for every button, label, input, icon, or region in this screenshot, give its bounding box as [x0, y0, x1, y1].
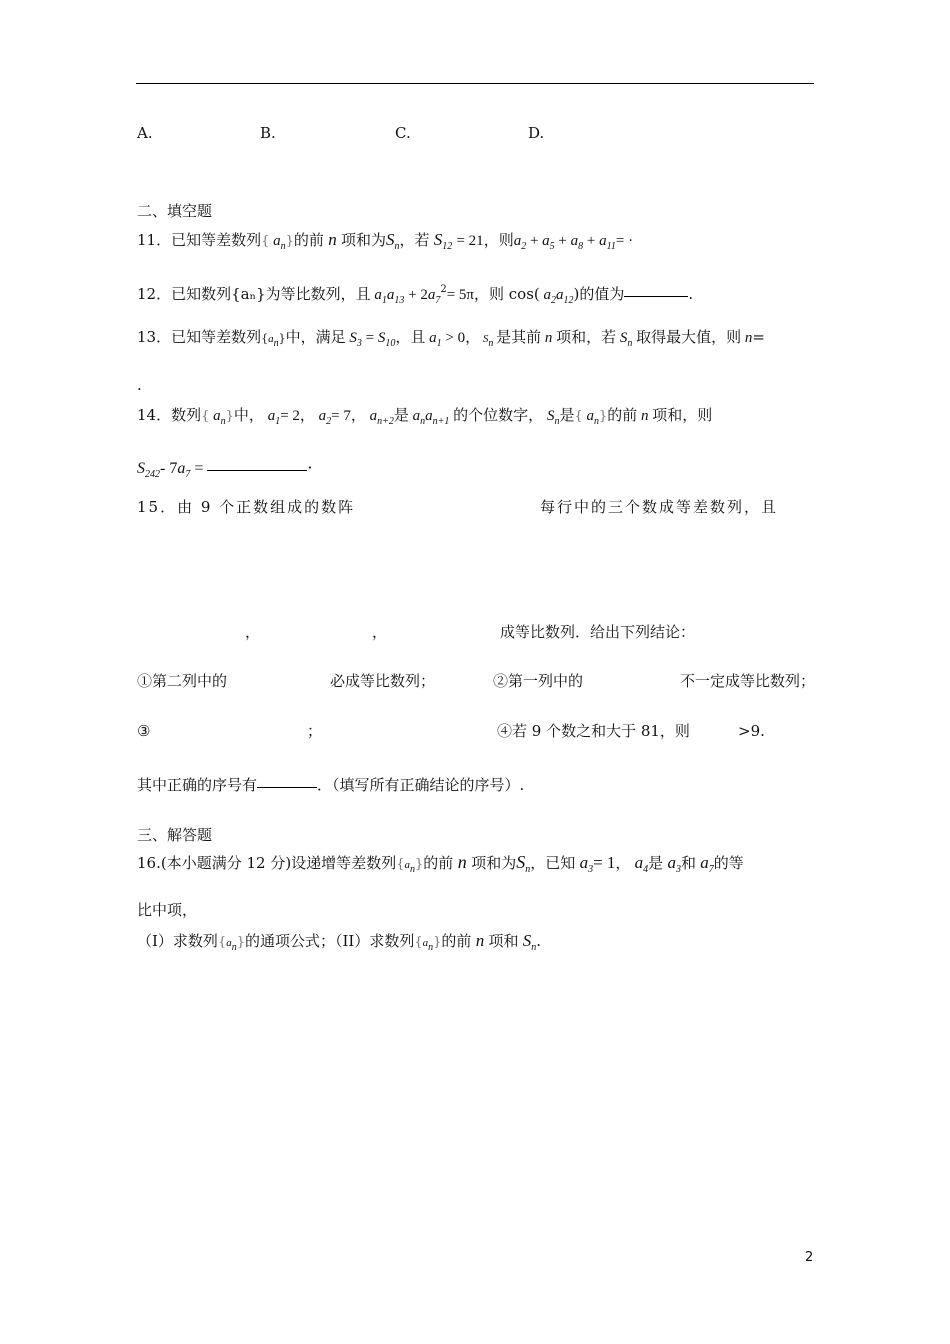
q16-part-2-mid: 的前 [441, 932, 472, 950]
q14-number: 14． [137, 406, 172, 424]
q16-number: 16. [137, 854, 161, 872]
q11-text-3: 项和为 [340, 231, 386, 249]
q13-number: 13． [137, 328, 172, 346]
q13-text-7: 取得最大值，则 [636, 328, 742, 346]
question-14: 14．数列{ $a_n$}中， $a_1= 2$， $a_2= 7$， $a_{n+2}$是 $a_na_{n+1}$ 的个位数字， $S_n$是{ $a_n$}的前 n 项和，则 [137, 406, 713, 427]
q15-line-1b: 每行中的三个数成等差数列，且 [540, 498, 779, 516]
q13-text-2: 中，满足 [285, 328, 346, 346]
q12-text-1: 已知数列{aₙ}为等比数列，且 [171, 285, 371, 303]
q14-text-6: 的前 [607, 406, 638, 424]
q14-text-1: 数列 [171, 406, 202, 424]
q11-condition: = 21 [456, 233, 484, 249]
choice-d: D. [528, 124, 545, 142]
q15-line-2c: 成等比数列．给出下列结论： [500, 623, 696, 641]
q11-text-6: = · [615, 233, 634, 249]
q16-condition: = 1 [593, 853, 616, 872]
q16-text-8: 的等 [713, 854, 744, 872]
q11-number: 11． [137, 231, 172, 249]
q16-text-5: ， [615, 854, 631, 872]
q13-tail: . [137, 376, 142, 394]
q14-expression: $S_{242}-$ $7a_7$ = · [137, 458, 313, 480]
choice-c: C. [395, 124, 411, 142]
q16-part-2: 的通项公式；（II）求数列 [245, 932, 415, 950]
q14-answer-blank [207, 469, 307, 471]
q16-text-2: 的前 [423, 854, 454, 872]
q13-text-8: = [752, 328, 765, 346]
header-rule [136, 83, 814, 84]
q15-conclusion-3-end: ； [307, 722, 323, 740]
q14-value-2: = 7 [331, 408, 351, 424]
q13-text-4: ， [465, 328, 481, 346]
q14-text-4: 的个位数字， [453, 406, 544, 424]
question-12: 12．已知数列{aₙ}为等比数列，且 $a_1a_{13} + 2a_7^2= 5\pi$，则 cos( $a_2a_{12}$)的值为 . [137, 284, 694, 306]
q15-answer-blank [257, 786, 317, 788]
q14-end: · [307, 458, 313, 477]
q11-text-4: ，若 [399, 231, 430, 249]
q16-part-end: . [536, 932, 541, 950]
section-title-solve: 三、解答题 [137, 826, 213, 844]
q14-text-2: 中， [233, 406, 264, 424]
q12-number: 12． [137, 285, 172, 303]
q13-text-6: 项和，若 [556, 328, 617, 346]
q15-conclusion-4a: ④若 9 个数之和大于 81，则 [497, 722, 690, 740]
q15-line-1a: 15．由 9 个正数组成的数阵 [137, 498, 356, 516]
q15-conclusion-1b: 必成等比数列； [330, 672, 436, 690]
page-number: 2 [805, 1250, 814, 1265]
q14-expression-text: - 7 [160, 460, 178, 477]
q16-parts: （I）求数列{an}的通项公式；（II）求数列{an}的前 n 项和 $S_n$. [137, 931, 541, 953]
q15-conclusion-2b: 不一定成等比数列； [680, 672, 816, 690]
q12-answer-blank [624, 295, 688, 297]
question-16: 16.(本小题满分 12 分)设递增等差数列{an}的前 n 项和为$S_n$，已知 $a_3= 1$， $a_4$是 $a_3$和 $a_7$的等 [137, 852, 744, 875]
q13-text-1: 已知等差数列 [171, 328, 262, 346]
choice-b: B. [260, 124, 276, 142]
q12-text-2: ，则 cos( [474, 285, 540, 303]
q16-text-7: 和 [680, 854, 696, 872]
q11-text-1: 已知等差数列 [171, 231, 262, 249]
q14-value-1: = 2 [280, 408, 300, 424]
q15-conclusion-2a: ②第一列中的 [493, 672, 584, 690]
q14-text-3: 是 [393, 406, 409, 424]
q15-tail-b: ．（填写所有正确结论的序号）. [317, 776, 525, 794]
q11-text-2: 的前 [293, 231, 324, 249]
q15-line-2a: ， [245, 623, 261, 641]
q16-part-1: （I）求数列 [137, 932, 218, 950]
q14-text-7: 项和，则 [652, 406, 713, 424]
q14-separator: ， [350, 406, 366, 424]
q12-end: . [688, 285, 694, 303]
q15-answer-line [137, 775, 524, 795]
q13-text-3: ，且 [395, 328, 426, 346]
q14-text-5: 是 [559, 406, 575, 424]
q15-conclusion-3: ③ [137, 722, 151, 740]
q15-conclusion-1a: ①第二列中的 [137, 672, 228, 690]
question-11: 11．已知等差数列{ $a_n$}的前 n 项和为$S_n$，若 $S_{12} = 21$，则$a_2 + a_5 + a_8 + a_{11}=$ · [137, 230, 634, 252]
q12-text-3: )的值为 [573, 285, 625, 303]
q13-text-5: 是其前 [496, 328, 542, 346]
question-13: 13．已知等差数列{an}中，满足 $S_3 = S_{10}$，且 $a_1 > 0$， Sn 是其前 n 项和，若 $S_n$ 取得最大值，则 n= [137, 328, 765, 349]
choice-a: A. [137, 124, 153, 142]
q16-text-4: ，已知 [530, 854, 576, 872]
q15-conclusion-4b: >9. [738, 722, 765, 740]
q11-text-5: ，则 [483, 231, 514, 249]
section-title-fill-blank: 二、填空题 [137, 202, 213, 220]
q16-text-6: 是 [648, 854, 664, 872]
q16-line-2: 比中项， [137, 901, 198, 919]
q16-text-3: 项和为 [471, 854, 517, 872]
q16-text-1: (本小题满分 12 分)设递增等差数列 [160, 854, 397, 872]
q15-tail-a: 其中正确的序号有 [137, 776, 258, 794]
q16-part-2-tail: 项和 [488, 932, 519, 950]
q15-line-2b: ， [372, 623, 388, 641]
q12-equation: = 5π [446, 287, 475, 303]
